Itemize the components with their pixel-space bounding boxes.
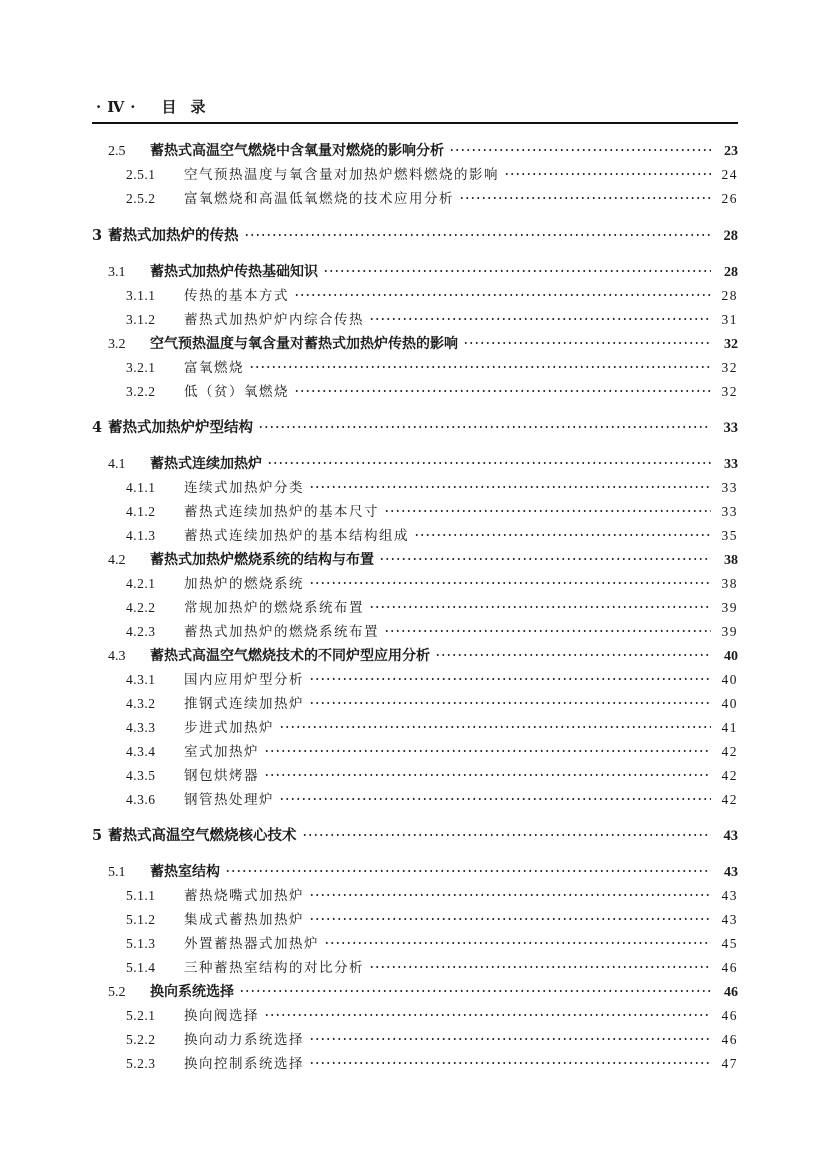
toc-entry[interactable] <box>126 622 738 642</box>
toc-entry[interactable] <box>126 694 738 714</box>
toc-entry[interactable] <box>126 574 738 594</box>
dot-leader <box>309 1037 711 1041</box>
dot-leader <box>309 701 711 705</box>
dot-leader <box>414 533 711 537</box>
header-bullet-left: · <box>96 98 104 116</box>
toc-entry-page: 40 <box>721 696 738 711</box>
toc-entry[interactable] <box>126 670 738 690</box>
toc-entry[interactable] <box>126 358 738 378</box>
dot-leader <box>294 389 711 393</box>
toc-entry-number: 2.5.1 <box>126 167 156 182</box>
toc-entry[interactable] <box>108 141 738 161</box>
toc-entry-title: 蓄热室结构 <box>150 864 220 880</box>
toc-entry-page: 46 <box>721 1032 738 1047</box>
toc-entry-title: 空气预热温度与氧含量对蓄热式加热炉传热的影响 <box>150 336 458 352</box>
toc-entry-title: 国内应用炉型分析 <box>184 672 304 688</box>
dot-leader <box>449 148 711 152</box>
toc-entry[interactable] <box>126 790 738 810</box>
toc-entry[interactable] <box>126 1054 738 1074</box>
toc-entry[interactable] <box>108 982 738 1002</box>
toc-entry-number: 3.1.1 <box>126 288 156 303</box>
toc-entry-page: 43 <box>724 865 738 880</box>
dot-leader <box>302 833 712 837</box>
toc-entry[interactable] <box>126 718 738 738</box>
dot-leader <box>324 941 711 945</box>
dot-leader <box>459 196 711 200</box>
toc-entry-number: 2.5 <box>108 144 126 159</box>
toc-entry-page: 42 <box>721 744 738 759</box>
toc-entry-number: 5.1.1 <box>126 888 156 903</box>
toc-entry-page: 33 <box>721 504 738 519</box>
toc-entry-title: 蓄热式加热炉传热基础知识 <box>150 264 318 280</box>
dot-leader <box>435 653 711 657</box>
toc-entry-title: 蓄热式连续加热炉 <box>150 456 262 472</box>
toc-entry-title: 推钢式连续加热炉 <box>184 696 304 712</box>
toc-entry-number: 4.2.1 <box>126 576 156 591</box>
toc-entry-title: 连续式加热炉分类 <box>184 480 304 496</box>
toc-entry-number: 5.2.1 <box>126 1008 156 1023</box>
toc-entry-number: 3.2.1 <box>126 360 156 375</box>
toc-entry-title: 常规加热炉的燃烧系统布置 <box>184 600 364 616</box>
toc-entry-number: 4.2 <box>108 553 126 568</box>
toc-entry-title: 换向控制系统选择 <box>184 1056 304 1072</box>
toc-entry[interactable] <box>126 1030 738 1050</box>
toc-entry-number: 4.3.5 <box>126 768 156 783</box>
toc-entry[interactable] <box>126 886 738 906</box>
dot-leader <box>249 365 711 369</box>
toc-entry[interactable] <box>126 310 738 330</box>
toc-entry[interactable] <box>126 526 738 546</box>
toc-entry-number: 4.3 <box>108 649 126 664</box>
toc-entry-title: 蓄热式加热炉炉内综合传热 <box>184 312 364 328</box>
toc-entry[interactable] <box>126 478 738 498</box>
dot-leader <box>309 581 711 585</box>
dot-leader <box>309 485 711 489</box>
dot-leader <box>384 509 711 513</box>
toc-entry-title: 钢管热处理炉 <box>184 792 274 808</box>
toc-entry-title: 空气预热温度与氧含量对加热炉燃料燃烧的影响 <box>184 167 499 183</box>
toc-entry-title: 蓄热式加热炉炉型结构 <box>108 419 253 436</box>
dot-leader <box>264 749 711 753</box>
toc-entry[interactable] <box>92 226 738 246</box>
toc-entry-page: 43 <box>723 828 738 844</box>
dot-leader <box>258 425 711 429</box>
toc-entry-number: 5.1.3 <box>126 936 156 951</box>
toc-entry-number: 4 <box>92 419 103 436</box>
header-bullet-right: · <box>130 98 138 116</box>
toc-entry-page: 42 <box>721 768 738 783</box>
toc-entry-number: 4.3.2 <box>126 696 156 711</box>
toc-entry-number: 4.3.1 <box>126 672 156 687</box>
dot-leader <box>309 893 711 897</box>
toc-entry[interactable] <box>108 646 738 666</box>
toc-entry-page: 32 <box>721 384 738 399</box>
toc-entry-page: 46 <box>721 1008 738 1023</box>
dot-leader <box>239 989 711 993</box>
toc-entry[interactable] <box>108 550 738 570</box>
toc-entry-page: 40 <box>724 649 738 664</box>
dot-leader <box>369 965 711 969</box>
dot-leader <box>379 557 711 561</box>
dot-leader <box>264 1013 711 1017</box>
toc-entry-page: 33 <box>723 420 738 436</box>
toc-entry-number: 5.2.3 <box>126 1056 156 1071</box>
toc-entry[interactable] <box>126 934 738 954</box>
toc-entry[interactable] <box>126 1006 738 1026</box>
dot-leader <box>504 172 711 176</box>
dot-leader <box>279 797 711 801</box>
toc-entry[interactable] <box>126 910 738 930</box>
toc-entry-title: 蓄热式加热炉燃烧系统的结构与布置 <box>150 552 374 568</box>
toc-entry-page: 28 <box>723 228 738 244</box>
toc-entry-title: 传热的基本方式 <box>184 288 289 304</box>
toc-entry-page: 35 <box>721 528 738 543</box>
toc-entry[interactable] <box>126 502 738 522</box>
toc-entry-page: 45 <box>721 936 738 951</box>
toc-entry-page: 28 <box>721 288 738 303</box>
toc-entry[interactable] <box>126 958 738 978</box>
toc-entry-page: 39 <box>721 600 738 615</box>
toc-entry[interactable] <box>126 766 738 786</box>
toc-entry-page: 32 <box>721 360 738 375</box>
toc-entry-number: 5 <box>92 827 103 844</box>
toc-entry-number: 5.1.2 <box>126 912 156 927</box>
toc-entry-title: 蓄热式高温空气燃烧中含氧量对燃烧的影响分析 <box>150 143 444 159</box>
dot-leader <box>244 233 712 237</box>
toc-entry-title: 蓄热式高温空气燃烧技术的不同炉型应用分析 <box>150 648 430 664</box>
toc-entry[interactable] <box>108 454 738 474</box>
toc-entry-number: 4.2.2 <box>126 600 156 615</box>
toc-entry[interactable] <box>108 334 738 354</box>
toc-entry[interactable] <box>126 598 738 618</box>
dot-leader <box>369 317 711 321</box>
toc-entry-number: 4.2.3 <box>126 624 156 639</box>
dot-leader <box>267 461 711 465</box>
toc-entry-page: 46 <box>724 985 738 1000</box>
dot-leader <box>309 917 711 921</box>
toc-entry-page: 43 <box>721 912 738 927</box>
toc-entry-title: 蓄热式高温空气燃烧核心技术 <box>108 827 297 844</box>
toc-entry-number: 4.1.1 <box>126 480 156 495</box>
toc-entry-title: 蓄热式加热炉的传热 <box>108 227 239 244</box>
toc-entry-number: 4.1 <box>108 457 126 472</box>
toc-entry-page: 33 <box>721 480 738 495</box>
toc-entry-title: 富氧燃烧 <box>184 360 244 376</box>
toc-entry-title: 蓄热式连续加热炉的基本结构组成 <box>184 528 409 544</box>
toc-entry-page: 38 <box>724 553 738 568</box>
toc-entry-number: 5.1 <box>108 865 126 880</box>
toc-entry-page: 26 <box>721 191 738 206</box>
toc-entry-page: 42 <box>721 792 738 807</box>
toc-entry[interactable] <box>126 286 738 306</box>
toc-entry-title: 蓄热式连续加热炉的基本尺寸 <box>184 504 379 520</box>
toc-entry-page: 33 <box>724 457 738 472</box>
toc-entry-title: 换向动力系统选择 <box>184 1032 304 1048</box>
toc-entry[interactable] <box>92 826 738 846</box>
toc-entry-number: 4.1.3 <box>126 528 156 543</box>
toc-entry-number: 4.3.4 <box>126 744 156 759</box>
toc-entry-title: 步进式加热炉 <box>184 720 274 736</box>
toc-entry-page: 47 <box>721 1056 738 1071</box>
toc-entry-page: 39 <box>721 624 738 639</box>
dot-leader <box>279 725 711 729</box>
toc-entry[interactable] <box>126 382 738 402</box>
toc-entry-title: 换向系统选择 <box>150 984 234 1000</box>
dot-leader <box>264 773 711 777</box>
toc-entry-title: 低（贫）氧燃烧 <box>184 384 289 400</box>
toc-entry-number: 5.2.2 <box>126 1032 156 1047</box>
toc-entry-number: 3.1 <box>108 265 126 280</box>
toc-entry-page: 28 <box>724 265 738 280</box>
toc-entry-page: 32 <box>724 337 738 352</box>
toc-entry-title: 蓄热式加热炉的燃烧系统布置 <box>184 624 379 640</box>
toc-entry-title: 换向阀选择 <box>184 1008 259 1024</box>
dot-leader <box>294 293 711 297</box>
toc-entry-number: 3.1.2 <box>126 312 156 327</box>
toc-entry[interactable] <box>126 165 738 185</box>
toc-entry-title: 蓄热烧嘴式加热炉 <box>184 888 304 904</box>
toc-entry-title: 集成式蓄热加热炉 <box>184 912 304 928</box>
toc-entry[interactable] <box>108 262 738 282</box>
header-page-numeral: Ⅳ <box>107 98 127 116</box>
toc-entry-title: 加热炉的燃烧系统 <box>184 576 304 592</box>
toc-entry-number: 5.1.4 <box>126 960 156 975</box>
dot-leader <box>384 629 711 633</box>
toc-entry-page: 24 <box>721 167 738 182</box>
toc-entry-page: 46 <box>721 960 738 975</box>
toc-entry-number: 4.3.6 <box>126 792 156 807</box>
toc-entry-title: 钢包烘烤器 <box>184 768 259 784</box>
toc-entry-page: 41 <box>721 720 738 735</box>
toc-entry-number: 5.2 <box>108 985 126 1000</box>
toc-entry-number: 3 <box>92 227 103 244</box>
toc-entry-title: 三种蓄热室结构的对比分析 <box>184 960 364 976</box>
toc-entry-number: 4.1.2 <box>126 504 156 519</box>
toc-entry-page: 40 <box>721 672 738 687</box>
toc-entry-number: 4.3.3 <box>126 720 156 735</box>
toc-entry-number: 2.5.2 <box>126 191 156 206</box>
dot-leader <box>225 869 711 873</box>
header-section-label: 目录 <box>161 98 220 116</box>
toc-entry[interactable] <box>126 189 738 209</box>
toc-entry-page: 43 <box>721 888 738 903</box>
dot-leader <box>309 677 711 681</box>
toc-entry[interactable] <box>92 418 738 438</box>
toc-entry-title: 外置蓄热器式加热炉 <box>184 936 319 952</box>
toc-entry-page: 31 <box>721 312 738 327</box>
dot-leader <box>323 269 711 273</box>
toc-entry[interactable] <box>108 862 738 882</box>
toc-entry-number: 3.2 <box>108 337 126 352</box>
dot-leader <box>463 341 711 345</box>
dot-leader <box>309 1061 711 1065</box>
toc-entry-page: 38 <box>721 576 738 591</box>
toc-entry-number: 3.2.2 <box>126 384 156 399</box>
toc-entry-title: 室式加热炉 <box>184 744 259 760</box>
toc-entry[interactable] <box>126 742 738 762</box>
dot-leader <box>369 605 711 609</box>
toc-entry-title: 富氧燃烧和高温低氧燃烧的技术应用分析 <box>184 191 454 207</box>
toc-entry-page: 23 <box>724 144 738 159</box>
